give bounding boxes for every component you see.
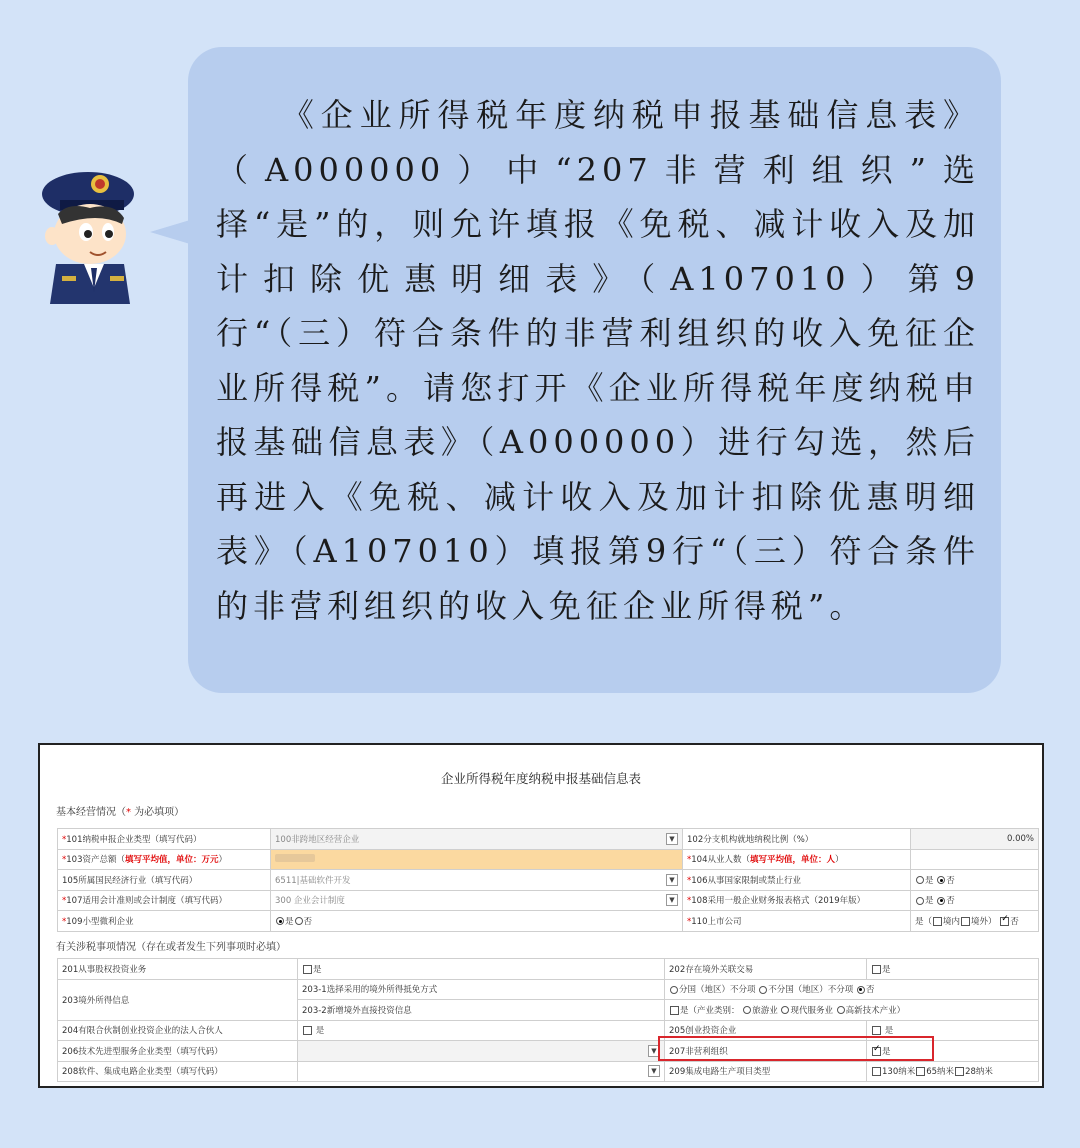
radio-option[interactable]	[759, 986, 767, 994]
radio-no[interactable]	[937, 897, 945, 905]
branch-ratio-value: 0.00%	[911, 829, 1039, 850]
radio-yes[interactable]	[916, 876, 924, 884]
radio-yes[interactable]	[916, 897, 924, 905]
industry-select[interactable]: 6511|基础软件开发 ▼	[271, 870, 683, 891]
employee-count-input[interactable]	[911, 849, 1039, 870]
radio-option[interactable]	[837, 1006, 845, 1014]
radio-no[interactable]	[295, 917, 303, 925]
table-row: 203境外所得信息 203-1选择采用的境外所得抵免方式 分国（地区）不分项 不分国（地区）不分项 否	[58, 979, 1039, 1000]
table-row: *103资产总额（填写平均值，单位：万元） *104从业人数（填写平均值，单位：人）	[58, 849, 1039, 870]
chevron-down-icon[interactable]: ▼	[666, 874, 678, 886]
table-row: 201从事股权投资业务 是 202存在境外关联交易 是	[58, 959, 1039, 980]
checkbox-28nm[interactable]	[955, 1067, 964, 1076]
checkbox-203-2[interactable]	[670, 1006, 679, 1015]
explanation-text: 《企业所得税年度纳税申报基础信息表》（A000000）中“207非营利组织”选择“是”的，则允许填报《免税、减计收入及加计扣除优惠明细表》（A107010）第9行“（三）符合条件的非营利组织的收入免征企业所得税”。请您打开《企业所得税年度纳税申报基础信息表》（A000000）进行勾选，然后再进入《免税、减计收入及加计扣除优惠明细表》（A107010）填报第9行“（三）符合条件的非营利组织的收入免征企业所得税”。	[216, 96, 980, 625]
table-row: *107适用会计准则或会计制度（填写代码） 300 企业会计制度 ▼ *108采用一般企业财务报表格式（2019年版） 是 否	[58, 890, 1039, 911]
checkbox-65nm[interactable]	[916, 1067, 925, 1076]
radio-no[interactable]	[937, 876, 945, 884]
total-assets-input[interactable]	[271, 849, 683, 870]
section-basic-info: 基本经营情况（* 为必填项）	[56, 807, 185, 818]
table-row: 208软件、集成电路企业类型（填写代码） ▼ 209集成电路生产项目类型 130纳米 65纳米 28纳米	[58, 1061, 1039, 1082]
service-enterprise-select[interactable]	[298, 1041, 665, 1062]
checkbox-201[interactable]	[303, 965, 312, 974]
chevron-down-icon[interactable]: ▼	[648, 1045, 660, 1057]
checkbox-foreign[interactable]	[961, 917, 970, 926]
table-row: *109小型微利企业 是 否 *110上市公司 是（ 境内 境外） ✓ 否	[58, 911, 1039, 932]
tax-officer-mascot-icon	[38, 152, 138, 304]
radio-option[interactable]	[670, 986, 678, 994]
checkbox-204[interactable]	[303, 1026, 312, 1035]
checkbox-205[interactable]	[872, 1026, 881, 1035]
basic-info-table	[57, 828, 1039, 932]
highlight-box-207	[658, 1036, 934, 1061]
radio-option[interactable]	[743, 1006, 751, 1014]
radio-yes[interactable]	[276, 917, 284, 925]
table-row: 206技术先进型服务企业类型（填写代码） ▼ 207非营利组织 ✓ 是	[58, 1041, 1039, 1062]
table-row: 203-2新增境外直接投资信息 是（产业类别： 旅游业 现代服务业 高新技术产业）	[58, 1000, 1039, 1021]
software-enterprise-select[interactable]	[298, 1061, 665, 1082]
radio-option[interactable]	[857, 986, 865, 994]
radio-option[interactable]	[781, 1006, 789, 1014]
checkbox-202[interactable]	[872, 965, 881, 974]
table-row: 105所属国民经济行业（填写代码） 6511|基础软件开发 ▼ *106从事国家限制或禁止行业 是 否	[58, 870, 1039, 891]
table-row: *101纳税申报企业类型（填写代码） 100非跨地区经营企业 ▼ 102分支机构就地纳税比例（%） 0.00%	[58, 829, 1039, 850]
chevron-down-icon[interactable]: ▼	[666, 894, 678, 906]
speech-bubble-tail	[150, 220, 190, 244]
form-title: 企业所得税年度纳税申报基础信息表	[440, 771, 641, 786]
checkbox-domestic[interactable]	[933, 917, 942, 926]
chevron-down-icon[interactable]: ▼	[666, 833, 678, 845]
checkbox-130nm[interactable]	[872, 1067, 881, 1076]
table-row: 204有限合伙制创业投资企业的法人合伙人 是 205创业投资企业 是	[58, 1020, 1039, 1041]
accounting-standard-select[interactable]: 300 企业会计制度 ▼	[271, 890, 683, 911]
chevron-down-icon[interactable]: ▼	[648, 1065, 660, 1077]
tax-matters-table	[57, 958, 1039, 1082]
section-tax-matters: 有关涉税事项情况（存在或者发生下列事项时必填）	[56, 942, 286, 953]
checkbox-no[interactable]	[1000, 917, 1009, 926]
redacted-value	[275, 854, 315, 862]
enterprise-type-select[interactable]: 100非跨地区经营企业 ▼	[271, 829, 683, 850]
